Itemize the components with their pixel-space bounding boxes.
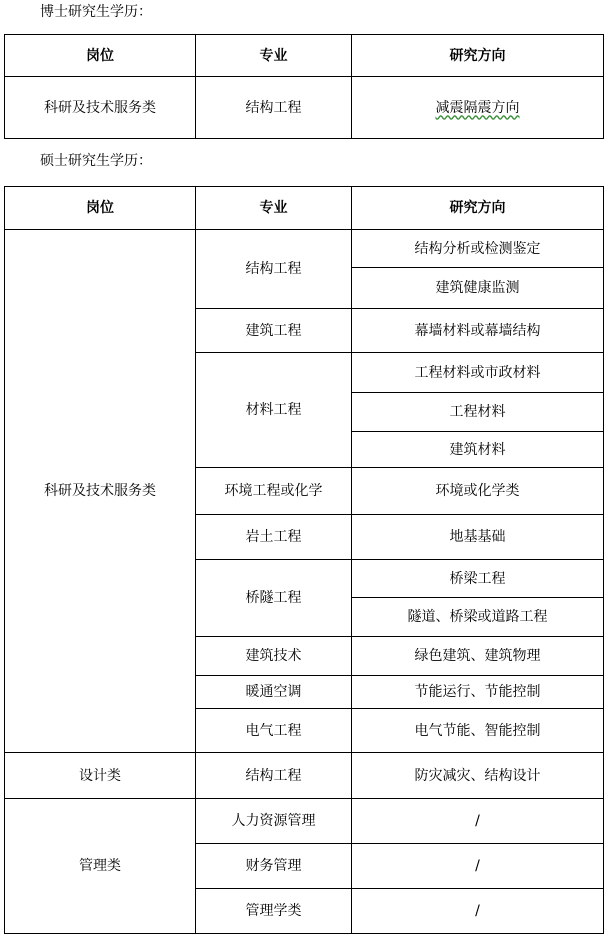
direction-cell: 建筑材料 (352, 432, 604, 468)
header-direction: 研究方向 (352, 35, 604, 77)
major-cell: 人力资源管理 (196, 799, 352, 844)
master-table (4, 186, 604, 934)
direction-cell: / (352, 844, 604, 889)
direction-cell: 地基基础 (352, 515, 604, 560)
position-cell: 科研及技术服务类 (5, 77, 196, 139)
header-major: 专业 (196, 187, 352, 230)
major-cell: 结构工程 (196, 753, 352, 799)
major-cell: 岩土工程 (196, 515, 352, 560)
major-cell: 管理学类 (196, 889, 352, 934)
direction-cell: 电气节能、智能控制 (352, 709, 604, 753)
direction-cell: 桥梁工程 (352, 560, 604, 598)
direction-cell: 隧道、桥梁或道路工程 (352, 598, 604, 637)
major-cell: 暖通空调 (196, 676, 352, 709)
direction-cell: 幕墙材料或幕墙结构 (352, 309, 604, 353)
header-position: 岗位 (5, 35, 196, 77)
major-cell: 建筑技术 (196, 637, 352, 676)
direction-cell: 结构分析或检测鉴定 (352, 230, 604, 268)
table-row (5, 753, 604, 799)
master-section-heading: 硕士研究生学历： (40, 153, 152, 169)
direction-cell: 工程材料或市政材料 (352, 353, 604, 393)
header-position: 岗位 (5, 187, 196, 230)
phd-section-heading: 博士研究生学历： (40, 4, 152, 20)
direction-cell: / (352, 889, 604, 934)
major-cell: 电气工程 (196, 709, 352, 753)
direction-cell: / (352, 799, 604, 844)
direction-cell: 环境或化学类 (352, 468, 604, 515)
major-cell: 桥隧工程 (196, 560, 352, 637)
direction-cell: 建筑健康监测 (352, 268, 604, 309)
table-row (5, 230, 604, 268)
direction-cell: 工程材料 (352, 393, 604, 432)
major-cell: 结构工程 (196, 77, 352, 139)
major-cell: 结构工程 (196, 230, 352, 309)
direction-text: 减震隔震方向 (435, 99, 520, 116)
position-cell: 设计类 (5, 753, 196, 799)
major-cell: 建筑工程 (196, 309, 352, 353)
header-direction: 研究方向 (352, 187, 604, 230)
table-row (5, 77, 604, 139)
position-cell: 管理类 (5, 799, 196, 934)
master-table-body (5, 230, 604, 934)
master-header-row (5, 187, 604, 230)
header-major: 专业 (196, 35, 352, 77)
phd-header-row (5, 35, 604, 77)
phd-table (4, 34, 604, 139)
position-cell: 科研及技术服务类 (5, 230, 196, 753)
direction-cell: 节能运行、节能控制 (352, 676, 604, 709)
major-cell: 材料工程 (196, 353, 352, 468)
direction-cell: 防灾减灾、结构设计 (352, 753, 604, 799)
major-cell: 环境工程或化学 (196, 468, 352, 515)
direction-cell: 绿色建筑、建筑物理 (352, 637, 604, 676)
table-row (5, 799, 604, 844)
major-cell: 财务管理 (196, 844, 352, 889)
direction-cell (352, 77, 604, 139)
